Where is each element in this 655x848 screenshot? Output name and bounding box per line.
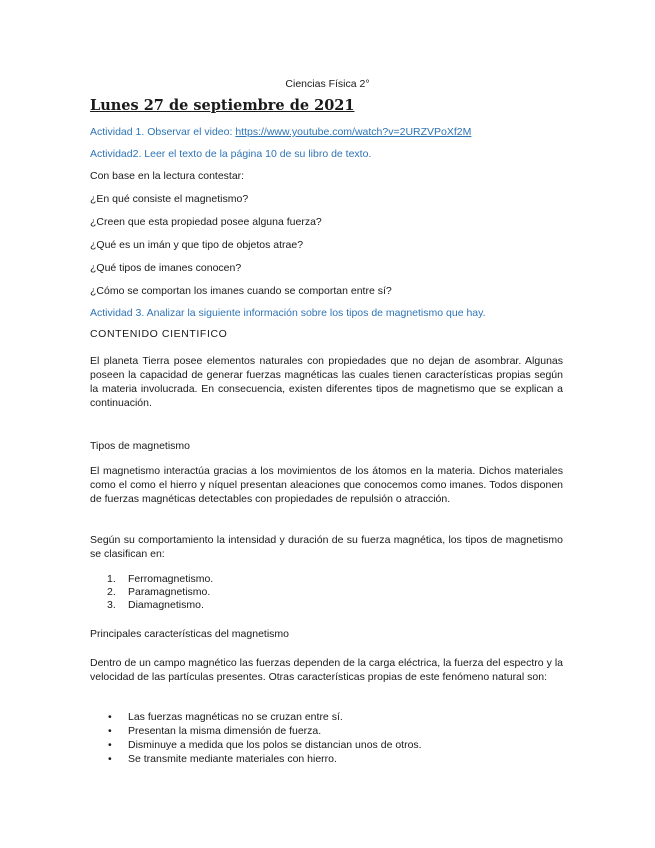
list-item	[90, 599, 213, 612]
activity-1-text: Actividad 1. Observar el video:	[90, 126, 236, 138]
list-label: Se transmite mediante materiales con hierro.	[128, 753, 337, 765]
question-4: ¿Qué tipos de imanes conocen?	[90, 262, 242, 274]
paragraph-interaction: El magnetismo interactúa gracias a los movimientos de los átomos en la materia. Dichos materiales como el como el hierro y níquel presentan aleaciones que conocemos como imanes. Todos disponen de fuerzas magnéticas detectables con propiedades de repulsión o atracción.	[90, 465, 563, 505]
video-link[interactable]: https://www.youtube.com/watch?v=2URZVPoXf2M	[235, 126, 472, 138]
question-2: ¿Creen que esta propiedad posee alguna fuerza?	[90, 216, 322, 228]
characteristics-list	[90, 710, 422, 766]
list-item	[90, 738, 422, 752]
date-heading: Lunes 27 de septiembre de 2021	[90, 97, 355, 114]
heading-caracteristicas: Principales características del magnetismo	[90, 628, 289, 640]
list-number: 2.	[107, 586, 116, 598]
intro-text: Con base en la lectura contestar:	[90, 170, 245, 182]
paragraph-classification: Según su comportamiento la intensidad y duración de su fuerza magnética, los tipos de magnetismo se clasifican en:	[90, 534, 563, 560]
activity-3: Actividad 3. Analizar la siguiente información sobre los tipos de magnetismo que hay.	[90, 307, 486, 319]
list-label: Las fuerzas magnéticas no se cruzan entre sí.	[128, 711, 343, 723]
paragraph-characteristics: Dentro de un campo magnético las fuerzas dependen de la carga eléctrica, la fuerza del espectro y la velocidad de las partículas presentes. Otras características propias de este fenómeno natural son:	[90, 657, 563, 683]
list-item	[90, 724, 422, 738]
bullet-icon: •	[108, 725, 112, 737]
section-heading: CONTENIDO CIENTIFICO	[90, 328, 228, 340]
list-item	[90, 710, 422, 724]
list-label: Paramagnetismo.	[128, 586, 211, 598]
question-3: ¿Qué es un imán y que tipo de objetos atrae?	[90, 239, 304, 251]
list-number: 1.	[107, 573, 116, 585]
heading-tipos: Tipos de magnetismo	[90, 440, 190, 452]
activity-2: Actividad2. Leer el texto de la página 10 de su libro de texto.	[90, 148, 372, 160]
list-item	[90, 752, 422, 766]
list-item	[90, 586, 213, 599]
magnetism-types-list	[90, 573, 213, 612]
bullet-icon: •	[108, 753, 112, 765]
list-label: Presentan la misma dimensión de fuerza.	[128, 725, 322, 737]
list-label: Disminuye a medida que los polos se distancian unos de otros.	[128, 739, 422, 751]
paragraph-planet: El planeta Tierra posee elementos naturales con propiedades que no dejan de asombrar. Algunas poseen la capacidad de generar fuerzas magnéticas las cuales tienen características propias según la materia involucrada. En consecuencia, existen diferentes tipos de magnetismo que se explican a continuación.	[90, 355, 563, 409]
list-label: Diamagnetismo.	[128, 599, 204, 611]
question-5: ¿Cómo se comportan los imanes cuando se comportan entre sí?	[90, 285, 392, 297]
list-label: Ferromagnetismo.	[128, 573, 214, 585]
list-item	[90, 573, 213, 586]
activity-1	[90, 126, 471, 138]
question-1: ¿En qué consiste el magnetismo?	[90, 193, 249, 205]
page-header: Ciencias Física 2°	[285, 78, 370, 90]
list-number: 3.	[107, 599, 116, 611]
bullet-icon: •	[108, 739, 112, 751]
bullet-icon: •	[108, 711, 112, 723]
